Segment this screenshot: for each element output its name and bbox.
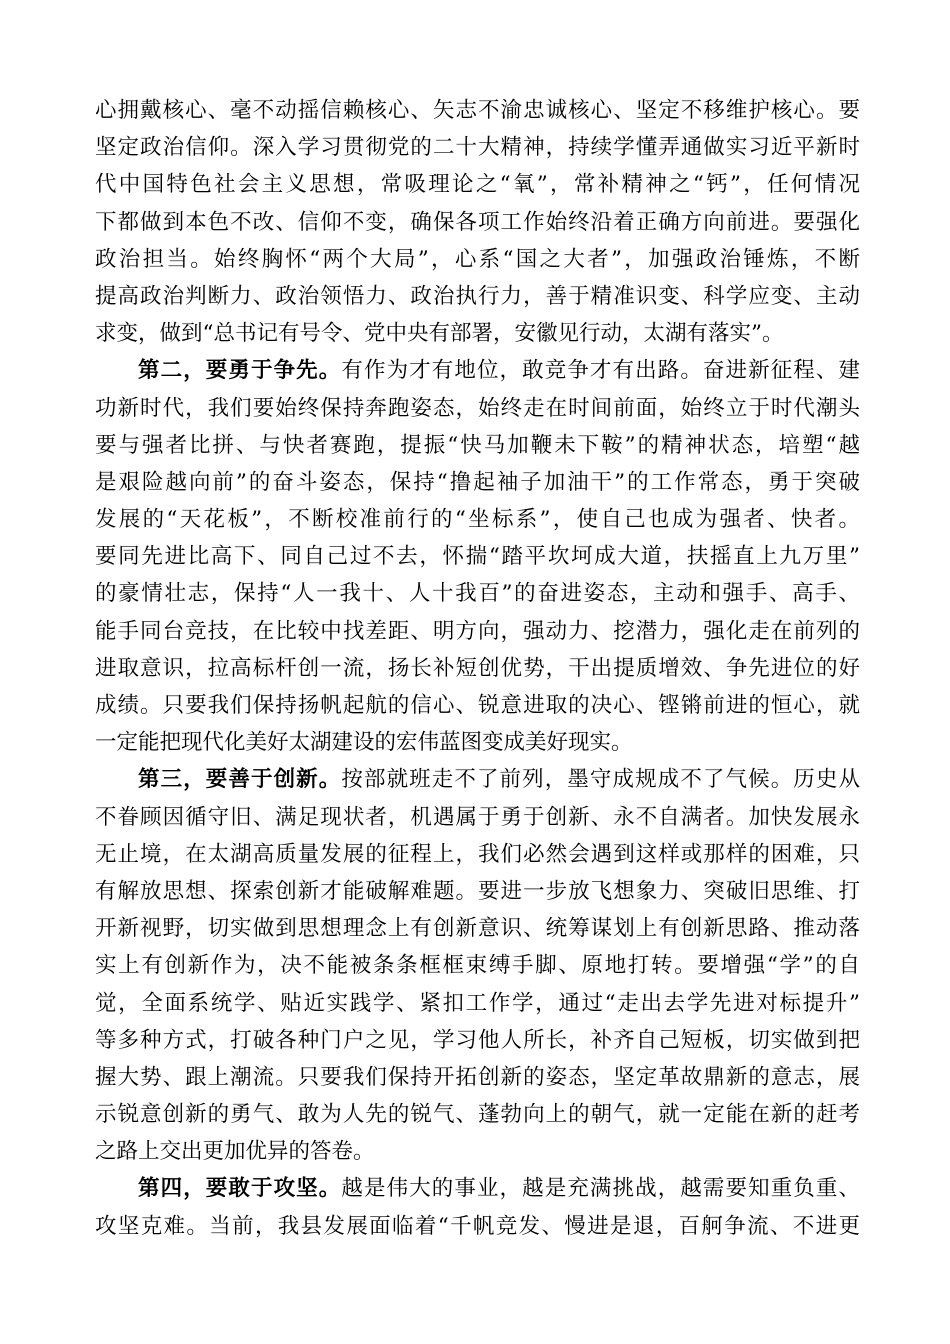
paragraph-line: 发展的“天花板”，不断校准前行的“坐标系”，使自己也成为强者、快者。	[95, 507, 860, 533]
paragraph-line: 能手同台竞技，在比较中找差距、明方向，强动力、挖潜力，强化走在前列的	[95, 618, 860, 644]
paragraph-line: 心拥戴核心、毫不动摇信赖核心、矢志不渝忠诚核心、坚定不移维护核心。要	[95, 98, 860, 123]
paragraph-line: 之路上交出更加优异的答卷。	[95, 1139, 375, 1165]
paragraph-3	[95, 761, 860, 1170]
paragraph-line: 觉，全面系统学、贴近实践学、紧扣工作学，通过“走出去学先进对标提升”	[95, 990, 860, 1016]
paragraph-line: 开新视野，切实做到思想理念上有创新意识、统筹谋划上有创新思路、推动落	[95, 916, 860, 942]
paragraph-line: 政治担当。始终胸怀“两个大局”，心系“国之大者”，加强政治锤炼，不断	[95, 246, 860, 272]
section-heading: 第二，要勇于争先。	[138, 358, 342, 384]
paragraph-line: 的豪情壮志，保持“人一我十、人十我百”的奋进姿态，主动和强手、高手、	[95, 581, 860, 607]
paragraph-first-line	[95, 352, 860, 389]
paragraph-line: 功新时代，我们要始终保持奔跑姿态，始终走在时间前面，始终立于时代潮头	[95, 395, 860, 421]
paragraph-line: 无止境，在太湖高质量发展的征程上，我们必然会遇到这样或那样的困难，只	[95, 841, 860, 867]
paragraph-line: 进取意识，拉高标杆创一流，扬长补短创优势，干出提质增效、争先进位的好	[95, 655, 860, 681]
paragraph-line: 坚定政治信仰。深入学习贯彻党的二十大精神，持续学懂弄通做实习近平新时	[95, 135, 860, 161]
section-heading: 第四，要敢于攻坚。	[138, 1176, 342, 1202]
paragraph-4	[95, 1170, 860, 1244]
paragraph-first-line	[95, 761, 860, 798]
section-heading: 第三，要善于创新。	[138, 767, 342, 793]
paragraph-line: 要与强者比拼、与快者赛跑，提振“快马加鞭未下鞍”的精神状态，培塑“越	[95, 432, 860, 458]
paragraph-line: 求变，做到“总书记有号令、党中央有部署，安徽见行动，太湖有落实”。	[95, 321, 784, 347]
paragraph-line: 攻坚克难。当前，我县发展面临着“千帆竞发、慢进是退，百舸争流、不进更	[95, 1213, 860, 1239]
paragraph-text: 按部就班走不了前列，墨守成规成不了气候。历史从	[341, 767, 860, 793]
paragraph-line: 实上有创新作为，决不能被条条框框束缚手脚、原地打转。要增强“学”的自	[95, 953, 860, 979]
paragraph-line: 示锐意创新的勇气、敢为人先的锐气、蓬勃向上的朝气，就一定能在新的赶考	[95, 1102, 860, 1128]
paragraph-line: 代中国特色社会主义思想，常吸理论之“氧”，常补精神之“钙”，任何情况	[95, 172, 860, 198]
paragraph-line: 有解放思想、探索创新才能破解难题。要进一步放飞想象力、突破旧思维、打	[95, 878, 860, 904]
paragraph-text: 有作为才有地位，敢竞争才有出路。奋进新征程、建	[341, 358, 860, 384]
paragraph-line: 握大势、跟上潮流。只要我们保持开拓创新的姿态，坚定革故鼎新的意志，展	[95, 1064, 860, 1090]
paragraph-line: 等多种方式，打破各种门户之见，学习他人所长，补齐自己短板，切实做到把	[95, 1027, 860, 1053]
paragraph-line: 下都做到本色不改、信仰不变，确保各项工作始终沿着正确方向前进。要强化	[95, 209, 860, 235]
paragraph-2	[95, 352, 860, 761]
document-page	[95, 92, 860, 1245]
paragraph-line: 一定能把现代化美好太湖建设的宏伟蓝图变成美好现实。	[95, 730, 633, 756]
paragraph-1	[95, 92, 860, 352]
paragraph-text: 越是伟大的事业，越是充满挑战，越需要知重负重、	[341, 1176, 860, 1202]
paragraph-line: 要同先进比高下、同自己过不去，怀揣“踏平坎坷成大道，扶摇直上九万里”	[95, 544, 860, 570]
paragraph-line: 提高政治判断力、政治领悟力、政治执行力，善于精准识变、科学应变、主动	[95, 283, 860, 309]
paragraph-line: 成绩。只要我们保持扬帆起航的信心、锐意进取的决心、铿锵前进的恒心，就	[95, 693, 860, 718]
paragraph-first-line	[95, 1170, 860, 1207]
paragraph-line: 是艰险越向前”的奋斗姿态，保持“撸起袖子加油干”的工作常态，勇于突破	[95, 469, 860, 495]
paragraph-line: 不眷顾因循守旧、满足现状者，机遇属于勇于创新、永不自满者。加快发展永	[95, 804, 860, 830]
